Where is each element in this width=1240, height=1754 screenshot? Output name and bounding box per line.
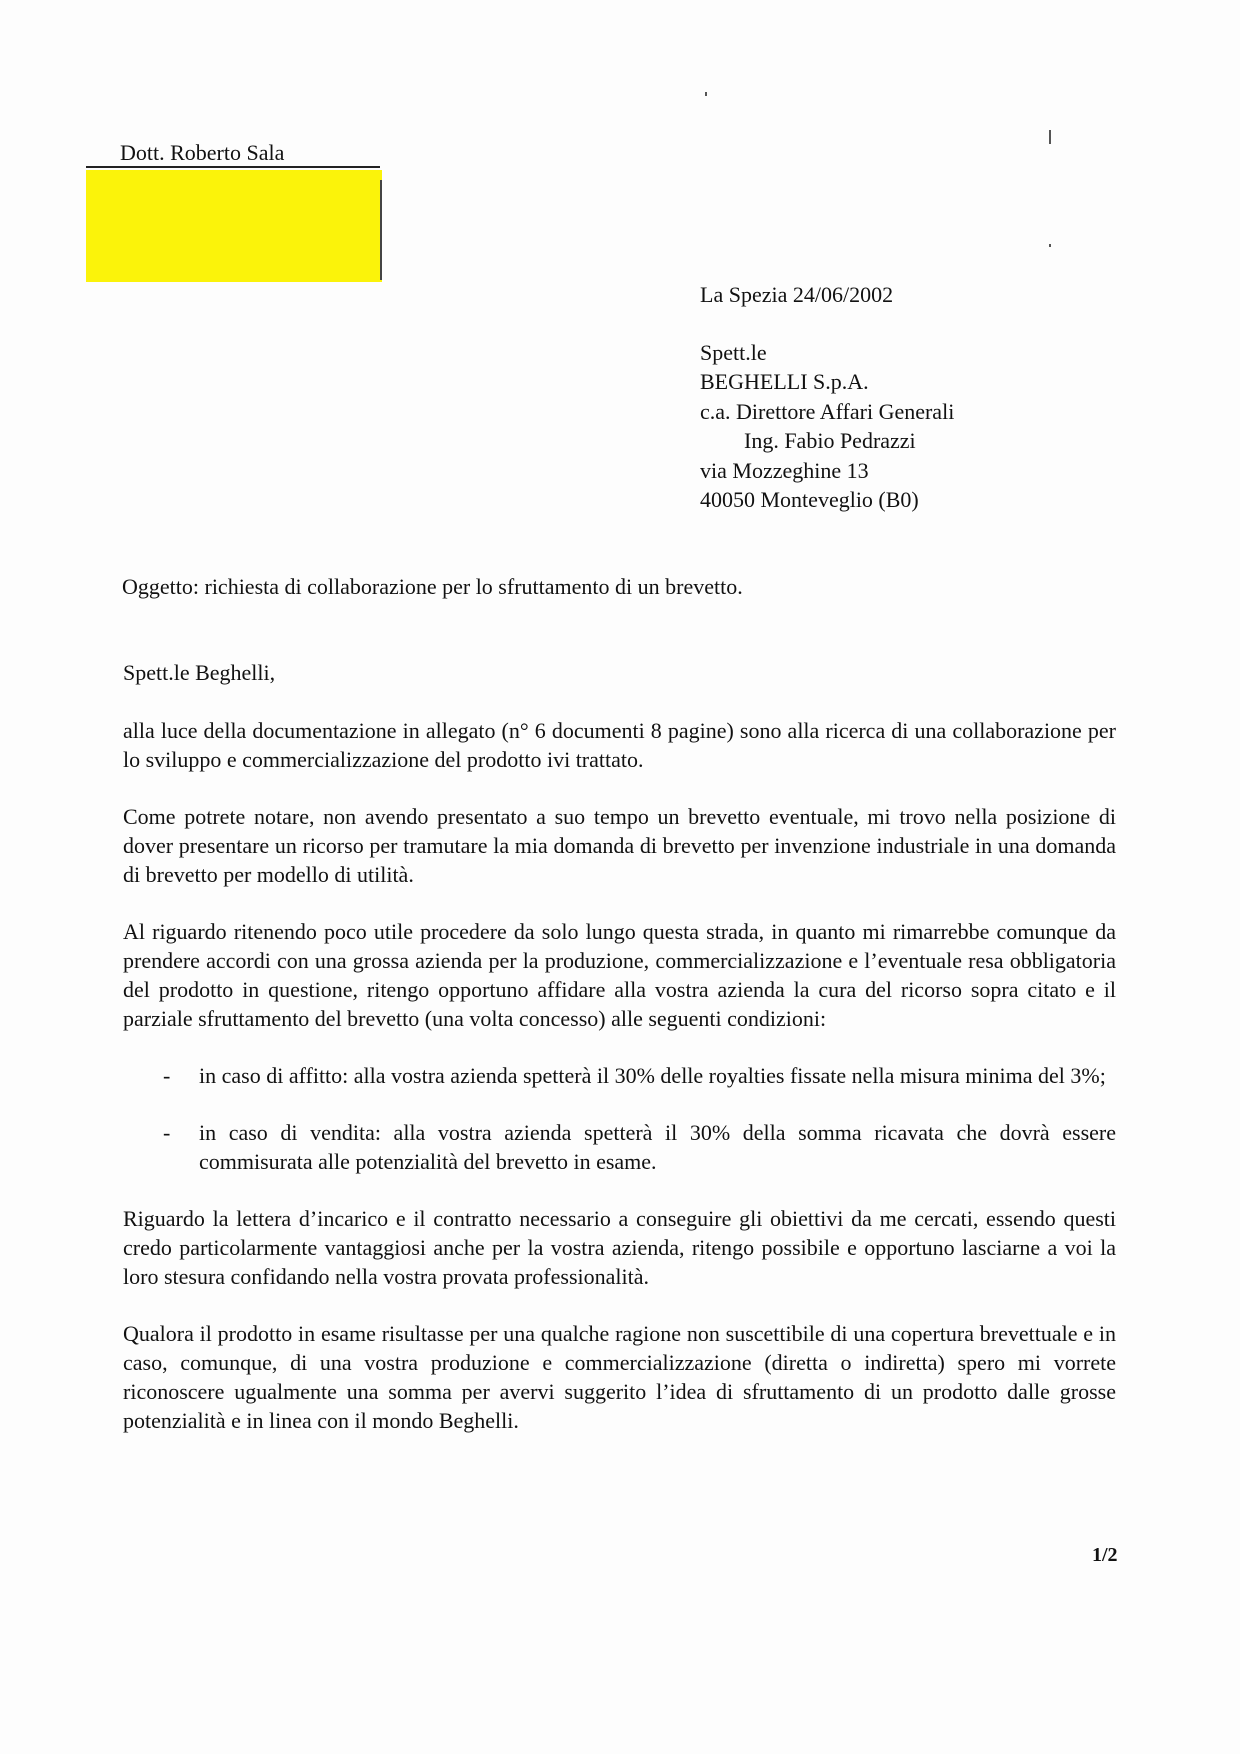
recipient-street: via Mozzeghine 13 [700, 457, 869, 483]
body-paragraph: Riguardo la lettera d’incarico e il contratto necessario a conseguire gli obiettivi da me cercati, essendo questi credo particolarmente vantaggiosi anche per la vostra azienda, ritengo possibile e opportuno lasciarne a voi la loro stesura confidando nella vostra provata professionalità. [123, 1206, 1116, 1289]
recipient-address [700, 338, 954, 514]
letter-salutation: Spett.le Beghelli, [123, 660, 276, 685]
conditions-list [123, 1061, 1116, 1176]
page-number: 1/2 [1092, 1544, 1118, 1566]
recipient-line: c.a. Direttore Affari Generali [700, 398, 955, 424]
redaction-border [380, 180, 382, 280]
body-paragraph: alla luce della documentazione in allegato (n° 6 documenti 8 pagine) sono alla ricerca di una collaborazione per lo sviluppo e commercializzazione del prodotto ivi trattato. [123, 718, 1116, 772]
recipient-city: 40050 Monteveglio (B0) [700, 487, 919, 513]
condition-item [123, 1118, 1116, 1176]
bullet-dash: - [163, 1120, 171, 1145]
letter-body [123, 716, 1116, 1463]
scan-speck [1049, 244, 1051, 247]
recipient-person: Ing. Fabio Pedrazzi [744, 428, 916, 454]
recipient-company: BEGHELLI S.p.A. [700, 369, 869, 395]
condition-text: in caso di affitto: alla vostra azienda spetterà il 30% delle royalties fissate nella misura minima del 3%; [199, 1063, 1106, 1088]
body-paragraph: Qualora il prodotto in esame risultasse per una qualche ragione non suscettibile di una copertura brevettuale e in caso, comunque, di una vostra produzione e commercializzazione (diretta o indiretta) spero mi vorrete riconoscere ugualmente una somma per avervi suggerito l’idea di sfruttamento di un prodotto dalle grosse potenzialità e in linea con il mondo Beghelli. [123, 1321, 1116, 1433]
letter-date: La Spezia 24/06/2002 [700, 282, 894, 307]
letter-subject: Oggetto: richiesta di collaborazione per lo sfruttamento di un brevetto. [122, 574, 743, 599]
redacted-address-block [86, 170, 382, 282]
body-paragraph: Come potrete notare, non avendo presentato a suo tempo un brevetto eventuale, mi trovo nella posizione di dover presentare un ricorso per tramutare la mia domanda di brevetto per invenzione industriale in una domanda di brevetto per modello di utilità. [123, 804, 1116, 887]
body-paragraph: Al riguardo ritenendo poco utile procedere da solo lungo questa strada, in quanto mi rimarrebbe comunque da prendere accordi con una grossa azienda per la produzione, commercializzazione e l’eventuale resa obbligatoria del prodotto in questione, ritengo opportuno affidare alla vostra azienda la cura del ricorso sopra citato e il parziale sfruttamento del brevetto (una volta concesso) alle seguenti condizioni: [123, 919, 1116, 1031]
condition-item [123, 1061, 1116, 1090]
scan-speck [705, 92, 707, 96]
bullet-dash: - [163, 1063, 171, 1088]
condition-text: in caso di vendita: alla vostra azienda spetterà il 30% della somma ricavata che dovrà essere commisurata alle potenzialità del brevetto in esame. [199, 1120, 1116, 1174]
sender-underline [86, 166, 380, 168]
scan-speck [1049, 130, 1051, 144]
recipient-line: Spett.le [700, 340, 767, 365]
sender-name: Dott. Roberto Sala [120, 140, 285, 165]
